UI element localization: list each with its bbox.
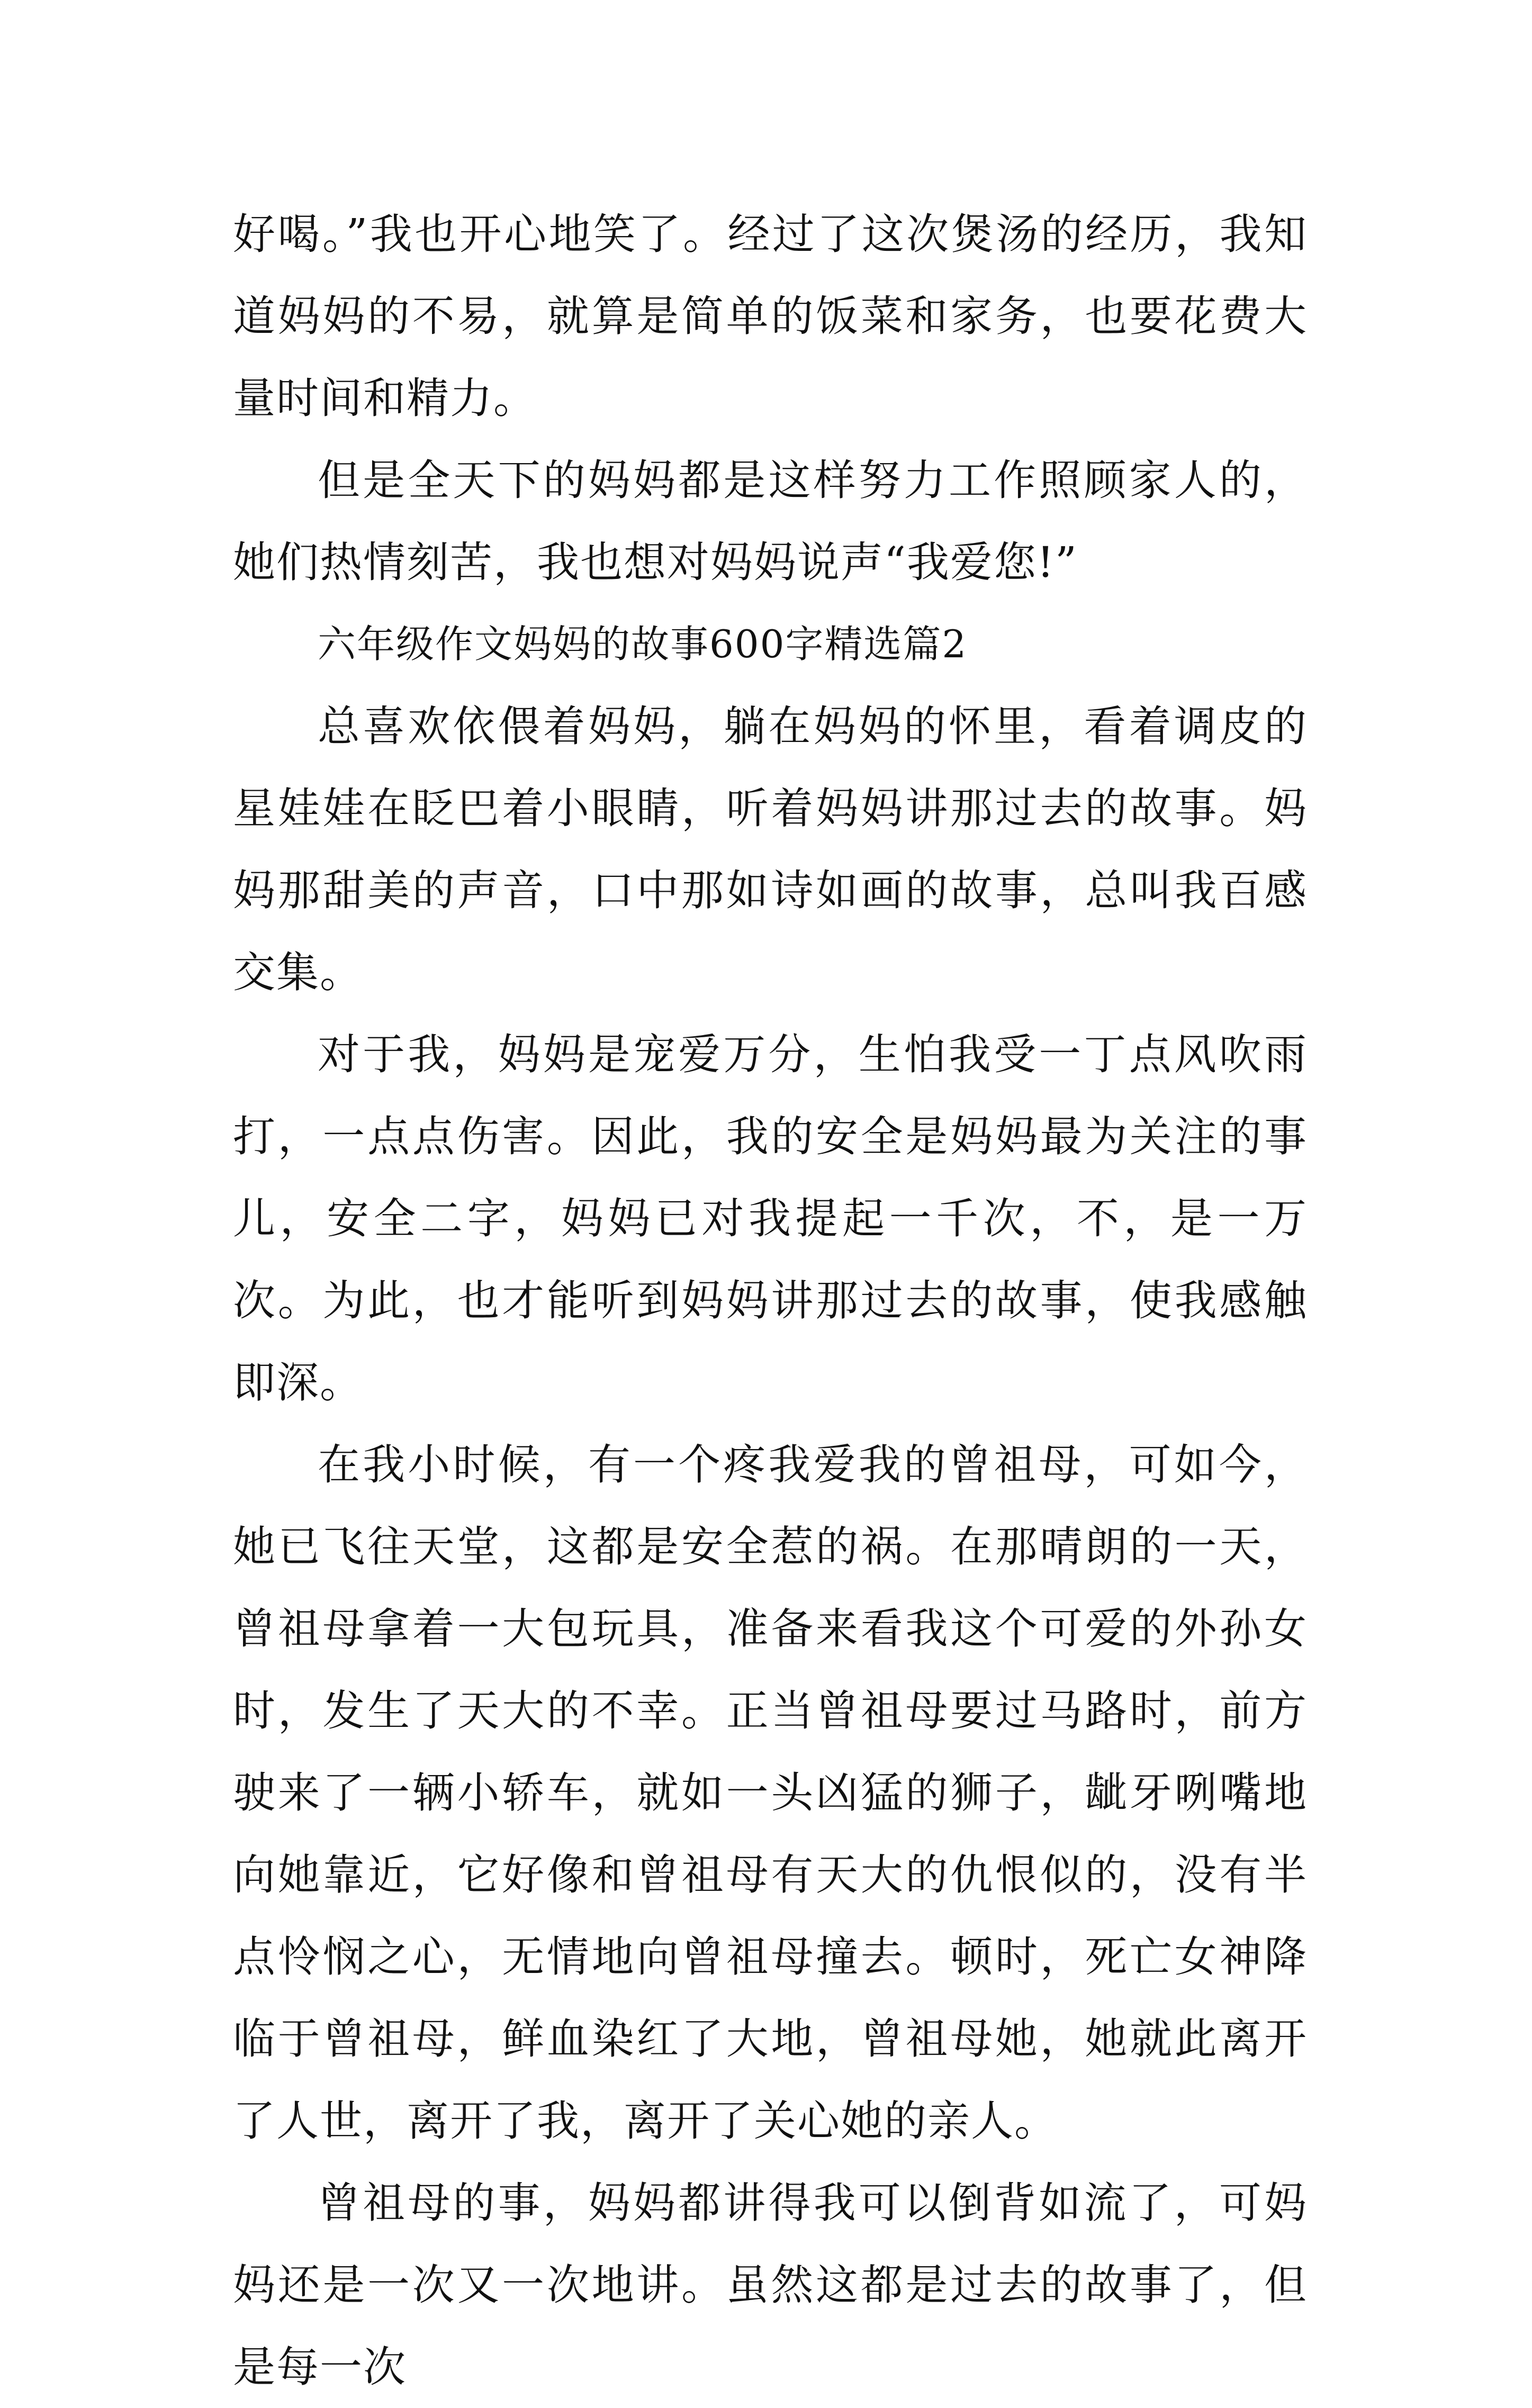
paragraph: 在我小时候，有一个疼我爱我的曾祖母，可如今，她已飞往天堂，这都是安全惹的祸。在那晴朗的一天，曾祖母拿着一大包玩具，准备来看我这个可爱的外孙女时，发生了天大的不幸。正当曾祖母要过马路时，前方驶来了一辆小轿车，就如一头凶猛的狮子，龇牙咧嘴地向她靠近，它好像和曾祖母有天大的仇恨似的，没有半点怜悯之心，无情地向曾祖母撞去。顿时，死亡女神降临于曾祖母，鲜血染红了大地，曾祖母她，她就此离开了人世，离开了我，离开了关心她的亲人。 xyxy=(233,1440,1308,2146)
paragraph: 总喜欢依偎着妈妈，躺在妈妈的怀里，看着调皮的星娃娃在眨巴着小眼睛，听着妈妈讲那过去的故事。妈妈那甜美的声音，口中那如诗如画的故事，总叫我百感交集。 xyxy=(233,702,1308,997)
paragraph: 但是全天下的妈妈都是这样努力工作照顾家人的，她们热情刻苦，我也想对妈妈说声“我爱您!” xyxy=(233,456,1308,587)
section-heading: 六年级作文妈妈的故事600字精选篇2 xyxy=(318,622,968,666)
article-body xyxy=(233,193,1308,2408)
paragraph-continuation: 好喝。”我也开心地笑了。经过了这次煲汤的经历，我知道妈妈的不易，就算是简单的饭菜和家务，也要花费大量时间和精力。 xyxy=(233,210,1308,423)
paragraph: 曾祖母的事，妈妈都讲得我可以倒背如流了，可妈妈还是一次又一次地讲。虽然这都是过去的故事了，但是每一次 xyxy=(233,2178,1308,2392)
paragraph: 对于我，妈妈是宠爱万分，生怕我受一丁点风吹雨打，一点点伤害。因此，我的安全是妈妈最为关注的事儿，安全二字，妈妈已对我提起一千次，不，是一万次。为此，也才能听到妈妈讲那过去的故事，使我感触即深。 xyxy=(233,1030,1308,1407)
